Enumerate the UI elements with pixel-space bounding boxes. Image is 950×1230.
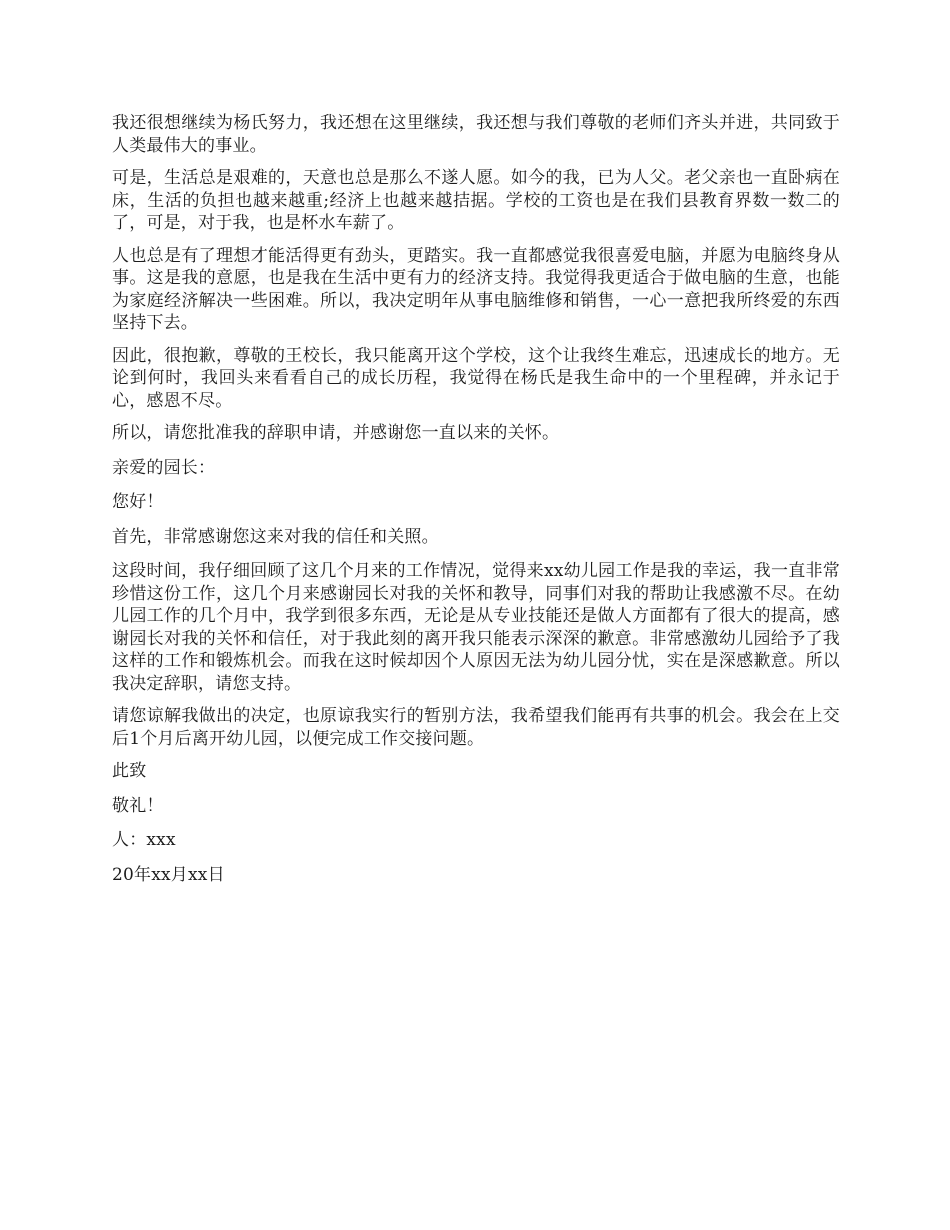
paragraph-request-approval: 所以，请您批准我的辞职申请，并感谢您一直以来的关怀。 — [112, 423, 560, 443]
date-line: 20年xx月xx日 — [112, 864, 225, 885]
paragraph-continue-effort: 我还很想继续为杨氏努力，我还想在这里继续，我还想与我们尊敬的老师们齐头并进，共同致于人类最伟大的事业。 — [112, 113, 840, 156]
closing-cizhi: 此致 — [112, 761, 147, 781]
paragraph-apology-principal: 因此，很抱歉，尊敬的王校长，我只能离开这个学校，这个让我终生难忘，迅速成长的地方。无论到何时，我回头来看看自己的成长历程，我觉得在杨氏是我生命中的一个里程碑，并永记于心，感恩不尽。 — [112, 345, 840, 411]
document-body — [112, 112, 840, 898]
greeting: 您好！ — [112, 492, 164, 512]
paragraph-kindergarten-work: 这段时间，我仔细回顾了这几个月来的工作情况，觉得来xx幼儿园工作是我的幸运，我一直非常珍惜这份工作，这几个月来感谢园长对我的关怀和教导，同事们对我的帮助让我感激不尽。在幼儿园工作的几个月中，我学到很多东西，无论是从专业技能还是做人方面都有了很大的提高，感谢园长对我的关怀和信任，对于我此刻的离开我只能表示深深的歉意。非常感激幼儿园给予了我这样的工作和锻炼机会。而我在这时候却因个人原因无法为幼儿园分忧，实在是深感歉意。所以我决定辞职，请您支持。 — [112, 561, 840, 694]
salutation: 亲爱的园长： — [112, 457, 216, 478]
paragraph-understanding: 请您谅解我做出的决定，也原谅我实行的暂别方法，我希望我们能再有共事的机会。我会在上交后1个月后离开幼儿园，以便完成工作交接问题。 — [112, 706, 840, 749]
paragraph-thanks: 首先，非常感谢您这来对我的信任和关照。 — [112, 526, 439, 547]
paragraph-ideal-computer: 人也总是有了理想才能活得更有劲头，更踏实。我一直都感觉我很喜爱电脑，并愿为电脑终身从事。这是我的意愿，也是我在生活中更有力的经济支持。我觉得我更适合于做电脑的生意，也能为家庭经济解决一些困难。所以，我决定明年从事电脑维修和销售，一心一意把我所终爱的东西坚持下去。 — [112, 245, 840, 333]
signature-line: 人：xxx — [112, 830, 176, 850]
closing-jingli: 敬礼！ — [112, 795, 164, 816]
paragraph-life-hardship: 可是，生活总是艰难的，天意也总是那么不遂人愿。如今的我，已为人父。老父亲也一直卧病在床，生活的负担也越来越重;经济上也越来越拮据。学校的工资也是在我们县教育界数一数二的了，可是，对于我，也是杯水车薪了。 — [112, 168, 840, 233]
